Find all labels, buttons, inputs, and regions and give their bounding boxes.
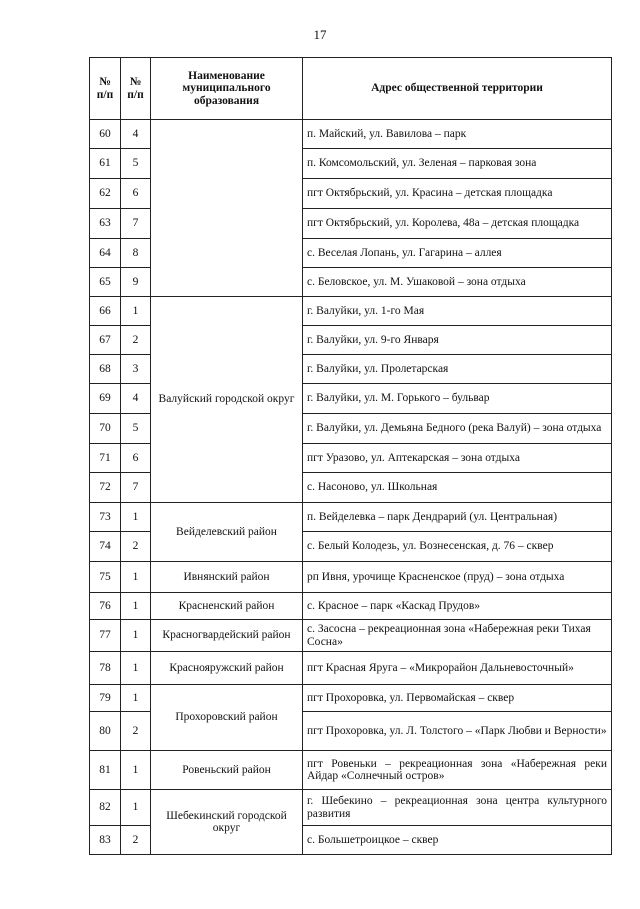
row-number: 69 (90, 384, 121, 414)
row-number: 64 (90, 239, 121, 268)
sub-number: 2 (121, 532, 151, 562)
sub-number: 1 (121, 790, 151, 826)
address-cell: г. Валуйки, ул. 9-го Января (303, 326, 612, 355)
row-number: 65 (90, 268, 121, 297)
sub-number: 6 (121, 444, 151, 473)
row-number: 81 (90, 751, 121, 790)
header-municipality: Наименование муниципального образования (151, 58, 303, 120)
header-address: Адрес общественной территории (303, 58, 612, 120)
address-cell: с. Большетроицкое – сквер (303, 826, 612, 855)
sub-number: 2 (121, 712, 151, 751)
address-cell: пгт Уразово, ул. Аптекарская – зона отдыха (303, 444, 612, 473)
row-number: 80 (90, 712, 121, 751)
municipality-cell: Красненский район (151, 593, 303, 620)
address-cell: пгт Октябрьский, ул. Красина – детская площадка (303, 179, 612, 209)
sub-number: 4 (121, 120, 151, 149)
table-row (90, 562, 612, 593)
row-number: 76 (90, 593, 121, 620)
address-cell: г. Валуйки, ул. Пролетарская (303, 355, 612, 384)
table-row (90, 503, 612, 532)
sub-number: 1 (121, 503, 151, 532)
address-cell: пгт Ровеньки – рекреационная зона «Набережная реки Айдар «Солнечный остров» (303, 751, 612, 790)
sub-number: 3 (121, 355, 151, 384)
address-cell: п. Комсомольский, ул. Зеленая – парковая зона (303, 149, 612, 179)
sub-number: 1 (121, 652, 151, 685)
address-cell: пгт Прохоровка, ул. Л. Толстого – «Парк Любви и Верности» (303, 712, 612, 751)
sub-number: 2 (121, 326, 151, 355)
sub-number: 7 (121, 473, 151, 503)
row-number: 71 (90, 444, 121, 473)
municipality-cell: Ровеньский район (151, 751, 303, 790)
municipality-cell: Ивнянский район (151, 562, 303, 593)
sub-number: 7 (121, 209, 151, 239)
sub-number: 5 (121, 414, 151, 444)
row-number: 63 (90, 209, 121, 239)
page-number: 17 (313, 27, 327, 42)
address-cell: рп Ивня, урочище Красненское (пруд) – зона отдыха (303, 562, 612, 593)
row-number: 67 (90, 326, 121, 355)
sub-number: 2 (121, 826, 151, 855)
row-number: 78 (90, 652, 121, 685)
row-number: 66 (90, 297, 121, 326)
row-number: 82 (90, 790, 121, 826)
address-cell: пгт Октябрьский, ул. Королева, 48а – детская площадка (303, 209, 612, 239)
address-cell: п. Вейделевка – парк Дендрарий (ул. Центральная) (303, 503, 612, 532)
municipality-cell: Прохоровский район (151, 685, 303, 751)
municipality-cell: Валуйский городской округ (151, 297, 303, 503)
address-cell: г. Шебекино – рекреационная зона центра культурного развития (303, 790, 612, 826)
address-cell: пгт Прохоровка, ул. Первомайская – сквер (303, 685, 612, 712)
sub-number: 1 (121, 593, 151, 620)
sub-number: 8 (121, 239, 151, 268)
address-cell: с. Веселая Лопань, ул. Гагарина – аллея (303, 239, 612, 268)
sub-number: 4 (121, 384, 151, 414)
row-number: 68 (90, 355, 121, 384)
sub-number: 1 (121, 620, 151, 652)
territory-table (89, 57, 612, 855)
row-number: 79 (90, 685, 121, 712)
table-body (90, 120, 612, 855)
sub-number: 1 (121, 685, 151, 712)
row-number: 75 (90, 562, 121, 593)
municipality-cell: Красногвардейский район (151, 620, 303, 652)
address-cell: с. Беловское, ул. М. Ушаковой – зона отдыха (303, 268, 612, 297)
municipality-cell: Вейделевский район (151, 503, 303, 562)
sub-number: 9 (121, 268, 151, 297)
address-cell: с. Насоново, ул. Школьная (303, 473, 612, 503)
sub-number: 6 (121, 179, 151, 209)
municipality-cell (151, 120, 303, 297)
table-row (90, 652, 612, 685)
row-number: 62 (90, 179, 121, 209)
address-cell: г. Валуйки, ул. Демьяна Бедного (река Валуй) – зона отдыха (303, 414, 612, 444)
row-number: 70 (90, 414, 121, 444)
row-number: 77 (90, 620, 121, 652)
sub-number: 5 (121, 149, 151, 179)
row-number: 72 (90, 473, 121, 503)
table-row (90, 120, 612, 149)
table-row (90, 297, 612, 326)
row-number: 61 (90, 149, 121, 179)
table-row (90, 751, 612, 790)
table-row (90, 685, 612, 712)
sub-number: 1 (121, 562, 151, 593)
municipality-cell: Краснояружский район (151, 652, 303, 685)
table-row (90, 620, 612, 652)
row-number: 83 (90, 826, 121, 855)
row-number: 74 (90, 532, 121, 562)
address-cell: с. Белый Колодезь, ул. Вознесенская, д. 76 – сквер (303, 532, 612, 562)
table-row (90, 593, 612, 620)
header-row-number: № п/п (90, 58, 121, 120)
address-cell: г. Валуйки, ул. М. Горького – бульвар (303, 384, 612, 414)
address-cell: п. Майский, ул. Вавилова – парк (303, 120, 612, 149)
address-cell: г. Валуйки, ул. 1-го Мая (303, 297, 612, 326)
sub-number: 1 (121, 751, 151, 790)
table-header (90, 58, 612, 120)
address-cell: с. Красное – парк «Каскад Прудов» (303, 593, 612, 620)
header-sub-number: № п/п (121, 58, 151, 120)
address-cell: с. Засосна – рекреационная зона «Набережная реки Тихая Сосна» (303, 620, 612, 652)
address-cell: пгт Красная Яруга – «Микрорайон Дальневосточный» (303, 652, 612, 685)
row-number: 73 (90, 503, 121, 532)
row-number: 60 (90, 120, 121, 149)
table-row (90, 790, 612, 826)
sub-number: 1 (121, 297, 151, 326)
municipality-cell: Шебекинский городской округ (151, 790, 303, 855)
